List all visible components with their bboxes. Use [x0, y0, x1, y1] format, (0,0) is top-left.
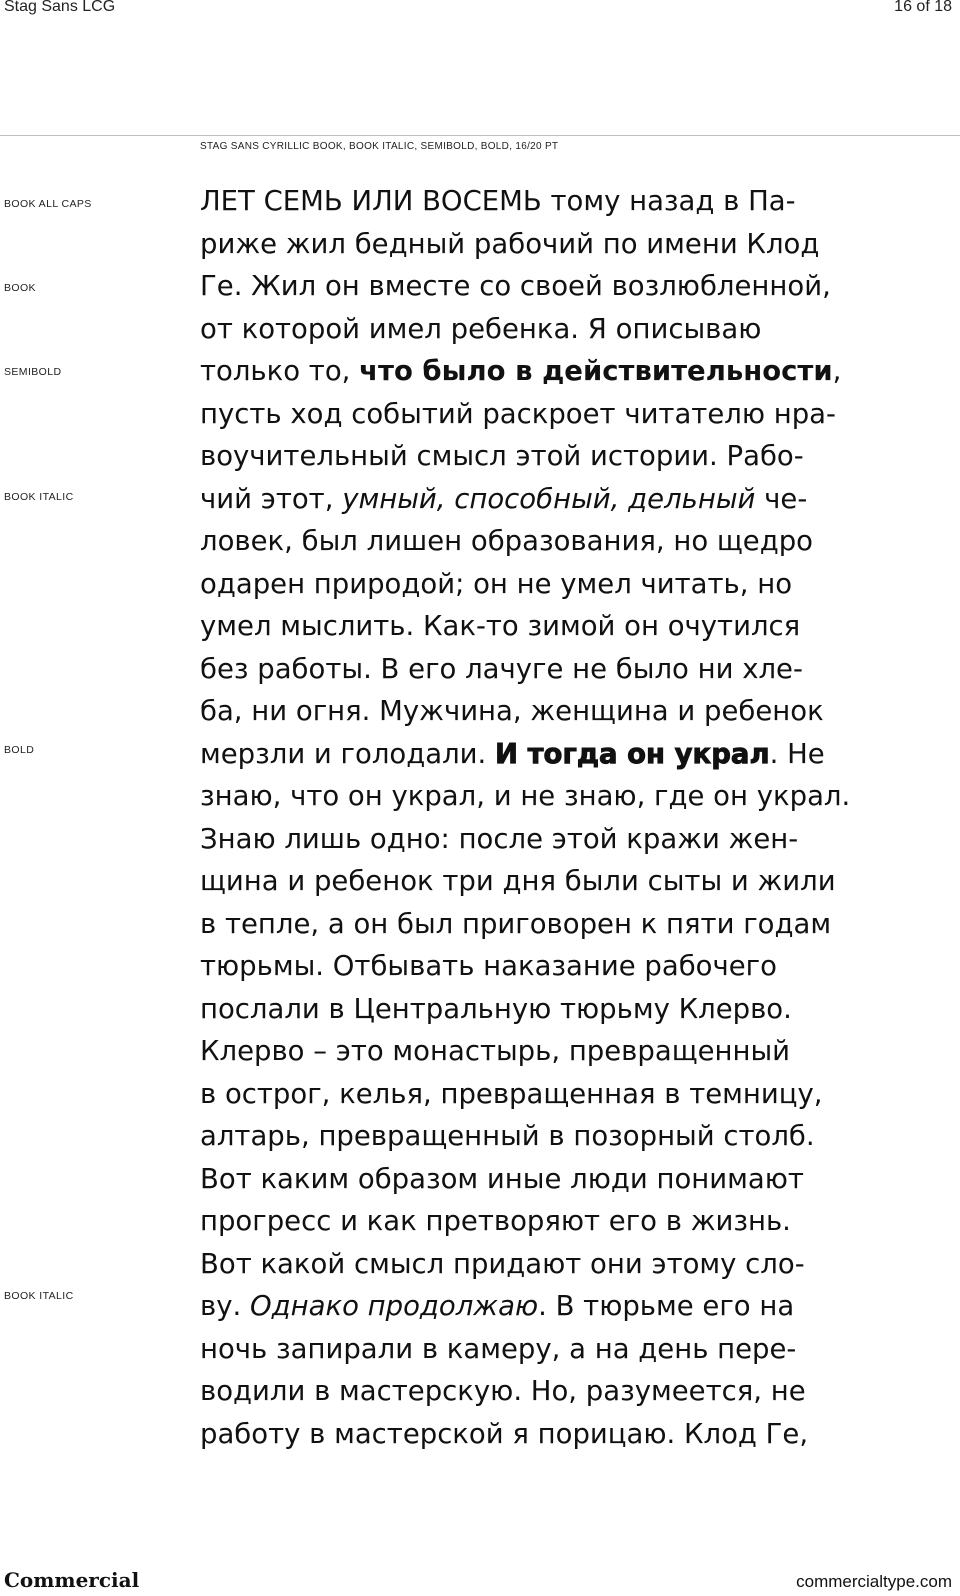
text-run-book: послали в Центральную тюрьму Клерво. [200, 992, 792, 1025]
text-line [200, 903, 890, 946]
text-run-book: тюрьмы. Отбывать наказание рабочего [200, 950, 777, 982]
specimen-subtitle: STAG SANS CYRILLIC BOOK, BOOK ITALIC, SEMIBOLD, BOLD, 16/20 PT [200, 141, 559, 152]
text-line [200, 860, 890, 903]
text-run-book: алтарь, превращенный в позорный столб. [200, 1120, 815, 1152]
text-line [200, 1328, 890, 1371]
text-line [200, 1073, 890, 1116]
text-line [200, 1158, 890, 1201]
text-run-book: ба, ни огня. Мужчина, женщина и ребенок [200, 695, 824, 727]
text-line [200, 733, 890, 776]
text-line [200, 435, 890, 478]
text-run-book: риже жил бедный рабочий по имени Клод [200, 227, 820, 260]
text-line [200, 1115, 890, 1158]
text-line [200, 563, 890, 606]
text-run-book: че- [755, 482, 808, 515]
text-line [200, 818, 890, 861]
text-run-book: умел мыслить. Как-то зимой он очутился [200, 610, 801, 642]
text-run-book: Клерво – это монастырь, превращенный [200, 1035, 791, 1067]
text-line [200, 1243, 890, 1286]
text-run-book: водили в мастерскую. Но, разумеется, не [200, 1375, 806, 1407]
text-line [200, 180, 890, 223]
text-line [200, 520, 890, 563]
side-label-book-italic: BOOK ITALIC [4, 491, 74, 503]
text-run-book: в острог, келья, превращенная в темницу, [200, 1077, 823, 1110]
text-line [200, 605, 890, 648]
text-run-book: знаю, что он украл, и не знаю, где он украл. [200, 780, 851, 812]
text-run-book: пусть ход событий раскроет читателю нра- [200, 397, 836, 430]
text-line [200, 775, 890, 818]
commercial-logo: Commercial [4, 1568, 140, 1592]
text-line [200, 690, 890, 733]
text-line [200, 1030, 890, 1073]
text-run-book: Вот каким образом иные люди понимают [200, 1162, 804, 1195]
text-line [200, 308, 890, 351]
text-run-book: ЛЕТ СЕМЬ ИЛИ ВОСЕМЬ тому назад в Па- [200, 185, 796, 217]
text-run-book: мерзли и голодали. [200, 737, 496, 770]
text-run-book: Ге. Жил он вместе со своей возлюбленной, [200, 270, 831, 302]
text-run-book: от которой имел ребенка. Я описываю [200, 312, 762, 345]
side-label-bold: BOLD [4, 744, 35, 756]
text-line [200, 478, 890, 521]
text-line [200, 265, 890, 308]
website-link[interactable]: commercialtype.com [796, 1572, 952, 1591]
specimen-body-text [200, 180, 890, 1455]
text-run-italic: умный, способный, дельный [342, 482, 756, 515]
text-run-book: чий этот, [200, 482, 343, 515]
font-name: Stag Sans LCG [4, 0, 116, 15]
text-run-book: ночь запирали в камеру, а на день пере- [200, 1332, 797, 1365]
side-label-semibold: SEMIBOLD [4, 366, 62, 378]
text-run-book: , [832, 355, 842, 387]
text-line [200, 1413, 890, 1456]
text-run-book: . Не [769, 737, 825, 770]
text-line [200, 1285, 890, 1328]
text-run-book: Знаю лишь одно: после этой кражи жен- [200, 822, 799, 855]
text-run-book: Вот какой смысл придают они этому сло- [200, 1247, 805, 1280]
side-label-book: BOOK [4, 282, 36, 294]
text-run-italic: Однако продолжаю [249, 1290, 539, 1322]
text-line [200, 350, 890, 393]
text-line [200, 393, 890, 436]
text-run-semibold: что было в действительности [359, 355, 833, 387]
divider [0, 135, 960, 136]
text-line [200, 648, 890, 691]
page-indicator: 16 of 18 [894, 0, 952, 15]
text-run-book: . В тюрьме его на [538, 1290, 795, 1322]
text-line [200, 945, 890, 988]
text-line [200, 1370, 890, 1413]
text-run-book: работу в мастерской я порицаю. Клод Ге, [200, 1417, 809, 1450]
text-line [200, 988, 890, 1031]
text-run-book: в тепле, а он был приговорен к пяти годам [200, 907, 832, 940]
text-run-book: ловек, был лишен образования, но щедро [200, 525, 814, 557]
text-line [200, 223, 890, 266]
side-label-book-italic-2: BOOK ITALIC [4, 1290, 74, 1302]
text-run-book: ву. [200, 1290, 250, 1322]
text-run-bold: И тогда он украл [495, 737, 770, 770]
text-run-book: без работы. В его лачуге не было ни хле- [200, 652, 803, 685]
text-line [200, 1200, 890, 1243]
text-run-book: только то, [200, 355, 360, 387]
side-label-book-all-caps: BOOK ALL CAPS [4, 198, 92, 210]
text-run-book: щина и ребенок три дня были сыты и жили [200, 865, 836, 897]
text-run-book: воучительный смысл этой истории. Рабо- [200, 440, 804, 472]
text-run-book: одарен природой; он не умел читать, но [200, 567, 793, 600]
text-run-book: прогресс и как претворяют его в жизнь. [200, 1205, 791, 1237]
